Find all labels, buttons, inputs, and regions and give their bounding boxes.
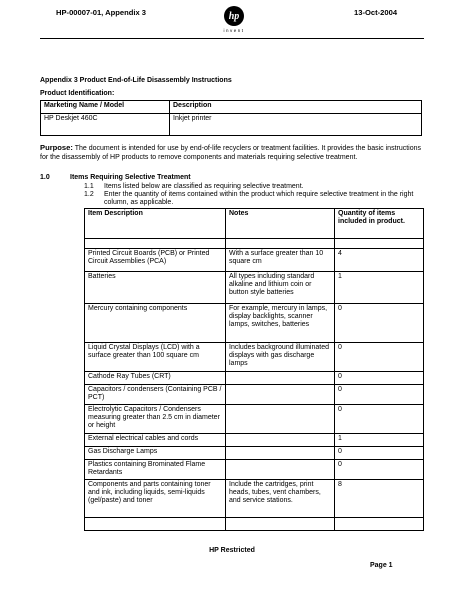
item-notes: [226, 372, 335, 385]
table-row: [85, 304, 424, 343]
item-notes: Include the cartridges, print heads, tubes, vent chambers, and service stations.: [226, 480, 335, 518]
item-quantity: 0: [335, 447, 424, 460]
product-table-row: [41, 114, 422, 136]
item-quantity: 0: [335, 405, 424, 434]
item-notes: For example, mercury in lamps, display backlights, scanner lamps, switches, batteries: [226, 304, 335, 343]
item-description: Liquid Crystal Displays (LCD) with a surface greater than 100 square cm: [85, 343, 226, 372]
section-title: Items Requiring Selective Treatment: [70, 174, 191, 181]
table-row: [85, 343, 424, 372]
restricted-notice: HP Restricted: [209, 547, 255, 554]
section-item-number: 1.2: [84, 191, 94, 198]
item-quantity: 0: [335, 304, 424, 343]
section-item-text: Enter the quantity of items contained within the product which require selective treatment in the right column, as applicable.: [104, 191, 414, 207]
table-row: [85, 518, 424, 531]
section-item-text: Items listed below are classified as requiring selective treatment.: [104, 183, 304, 190]
table-row: [85, 385, 424, 405]
item-quantity: 0: [335, 343, 424, 372]
item-notes: With a surface greater than 10 square cm: [226, 249, 335, 272]
item-notes: [226, 434, 335, 447]
purpose-paragraph: [40, 144, 426, 162]
header-rule: [40, 38, 424, 39]
item-description: External electrical cables and cords: [85, 434, 226, 447]
item-quantity: 0: [335, 460, 424, 480]
page-number: Page 1: [370, 562, 393, 569]
hp-logo: hp: [224, 6, 244, 26]
item-notes: [226, 447, 335, 460]
product-description: Inkjet printer: [170, 114, 422, 136]
items-header-description: Item Description: [85, 209, 226, 239]
item-quantity: 1: [335, 272, 424, 304]
item-description: Components and parts containing toner and ink, including liquids, semi-liquids (gel/paste) and toner: [85, 480, 226, 518]
item-quantity: 0: [335, 372, 424, 385]
table-row: [85, 434, 424, 447]
product-model: HP Deskjet 460C: [41, 114, 170, 136]
item-description: Printed Circuit Boards (PCB) or Printed Circuit Assemblies (PCA): [85, 249, 226, 272]
item-description: Batteries: [85, 272, 226, 304]
item-notes: [226, 460, 335, 480]
product-table: [40, 100, 422, 136]
table-row: [85, 447, 424, 460]
table-row: [85, 460, 424, 480]
item-quantity: 0: [335, 385, 424, 405]
table-row: [85, 249, 424, 272]
item-description: Mercury containing components: [85, 304, 226, 343]
product-header-model: Marketing Name / Model: [41, 101, 170, 114]
item-notes: All types including standard alkaline and lithium coin or button style batteries: [226, 272, 335, 304]
items-table: [84, 208, 424, 531]
items-header-quantity: Quantity of items included in product.: [335, 209, 424, 239]
item-description: Electrolytic Capacitors / Condensers measuring greater than 2.5 cm in diameter or height: [85, 405, 226, 434]
table-row: [85, 239, 424, 249]
section-number: 1.0: [40, 174, 50, 181]
product-identification-label: Product Identification:: [40, 90, 115, 97]
purpose-text: The document is intended for use by end-of-life recyclers or treatment facilities. It provides the basic instructions for the disassembly of HP products to remove components and materials requiring selective treatment.: [40, 145, 422, 161]
table-row: [85, 480, 424, 518]
purpose-label: Purpose:: [40, 143, 73, 152]
items-header-notes: Notes: [226, 209, 335, 239]
item-quantity: 1: [335, 434, 424, 447]
page-title: Appendix 3 Product End-of-Life Disassembly Instructions: [40, 77, 232, 84]
item-description: Gas Discharge Lamps: [85, 447, 226, 460]
item-description: Cathode Ray Tubes (CRT): [85, 372, 226, 385]
item-quantity: 8: [335, 480, 424, 518]
item-notes: Includes background illuminated displays with gas discharge lamps: [226, 343, 335, 372]
hp-logo-tagline: invent: [223, 28, 245, 33]
item-notes: [226, 405, 335, 434]
item-quantity: 4: [335, 249, 424, 272]
document-id: HP-00007-01, Appendix 3: [56, 8, 147, 17]
product-table-header: [41, 101, 422, 114]
document-date: 13-Oct-2004: [354, 8, 398, 17]
item-description: Plastics containing Brominated Flame Retardants: [85, 460, 226, 480]
item-description: Capacitors / condensers (Containing PCB / PCT): [85, 385, 226, 405]
table-row: [85, 372, 424, 385]
section-item-number: 1.1: [84, 183, 94, 190]
table-row: [85, 272, 424, 304]
item-notes: [226, 385, 335, 405]
items-table-header: [85, 209, 424, 239]
table-row: [85, 405, 424, 434]
product-header-description: Description: [170, 101, 422, 114]
